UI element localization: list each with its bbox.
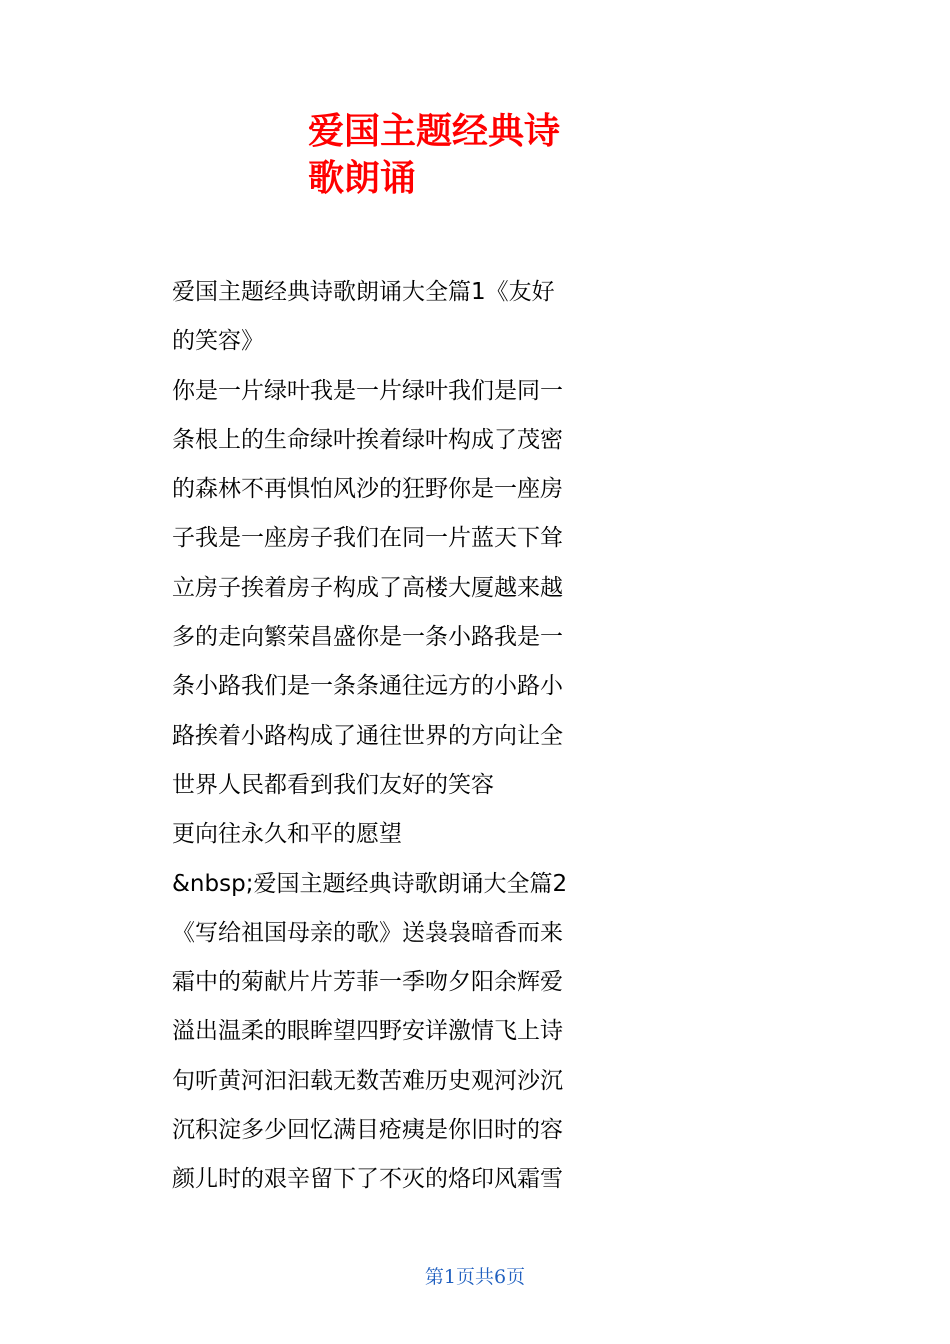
body-line: 更向往永久和平的愿望 xyxy=(172,821,402,848)
document-title xyxy=(308,108,608,202)
body-line: 子我是一座房子我们在同一片蓝天下耸 xyxy=(172,525,563,552)
body-line: 条小路我们是一条条通往远方的小路小 xyxy=(172,673,563,700)
body-line: 沉积淀多少回忆满目疮痍是你旧时的容 xyxy=(172,1117,563,1144)
body-line: 霜中的菊献片片芳菲一季吻夕阳余辉爱 xyxy=(172,969,563,996)
body-line: 颜儿时的艰辛留下了不灭的烙印风霜雪 xyxy=(172,1166,563,1193)
title-line-2: 歌朗诵 xyxy=(308,158,417,199)
body-line: 爱国主题经典诗歌朗诵大全篇1《友好 xyxy=(172,279,555,305)
body-line: 句听黄河汩汩载无数苦难历史观河沙沉 xyxy=(172,1067,563,1094)
body-line: 立房子挨着房子构成了高楼大厦越来越 xyxy=(172,574,563,601)
title-line-1: 爱国主题经典诗 xyxy=(308,111,561,152)
body-line: 的笑容》 xyxy=(172,328,264,355)
body-line: 多的走向繁荣昌盛你是一条小路我是一 xyxy=(172,624,563,651)
body-line: 路挨着小路构成了通往世界的方向让全 xyxy=(172,722,563,749)
body-line: 《写给祖国母亲的歌》送袅袅暗香而来 xyxy=(172,919,563,946)
body-line: 世界人民都看到我们友好的笑容 xyxy=(172,771,494,798)
body-line: 你是一片绿叶我是一片绿叶我们是同一 xyxy=(172,377,563,404)
body-line: &nbsp;爱国主题经典诗歌朗诵大全篇2 xyxy=(172,870,568,897)
body-line: 条根上的生命绿叶挨着绿叶构成了茂密 xyxy=(172,426,563,453)
page-number-footer: 第1页共6页 xyxy=(424,1266,526,1288)
body-line: 的森林不再惧怕风沙的狂野你是一座房 xyxy=(172,476,563,503)
body-line: 溢出温柔的眼眸望四野安详激情飞上诗 xyxy=(172,1018,563,1045)
poem-body xyxy=(172,268,612,1205)
